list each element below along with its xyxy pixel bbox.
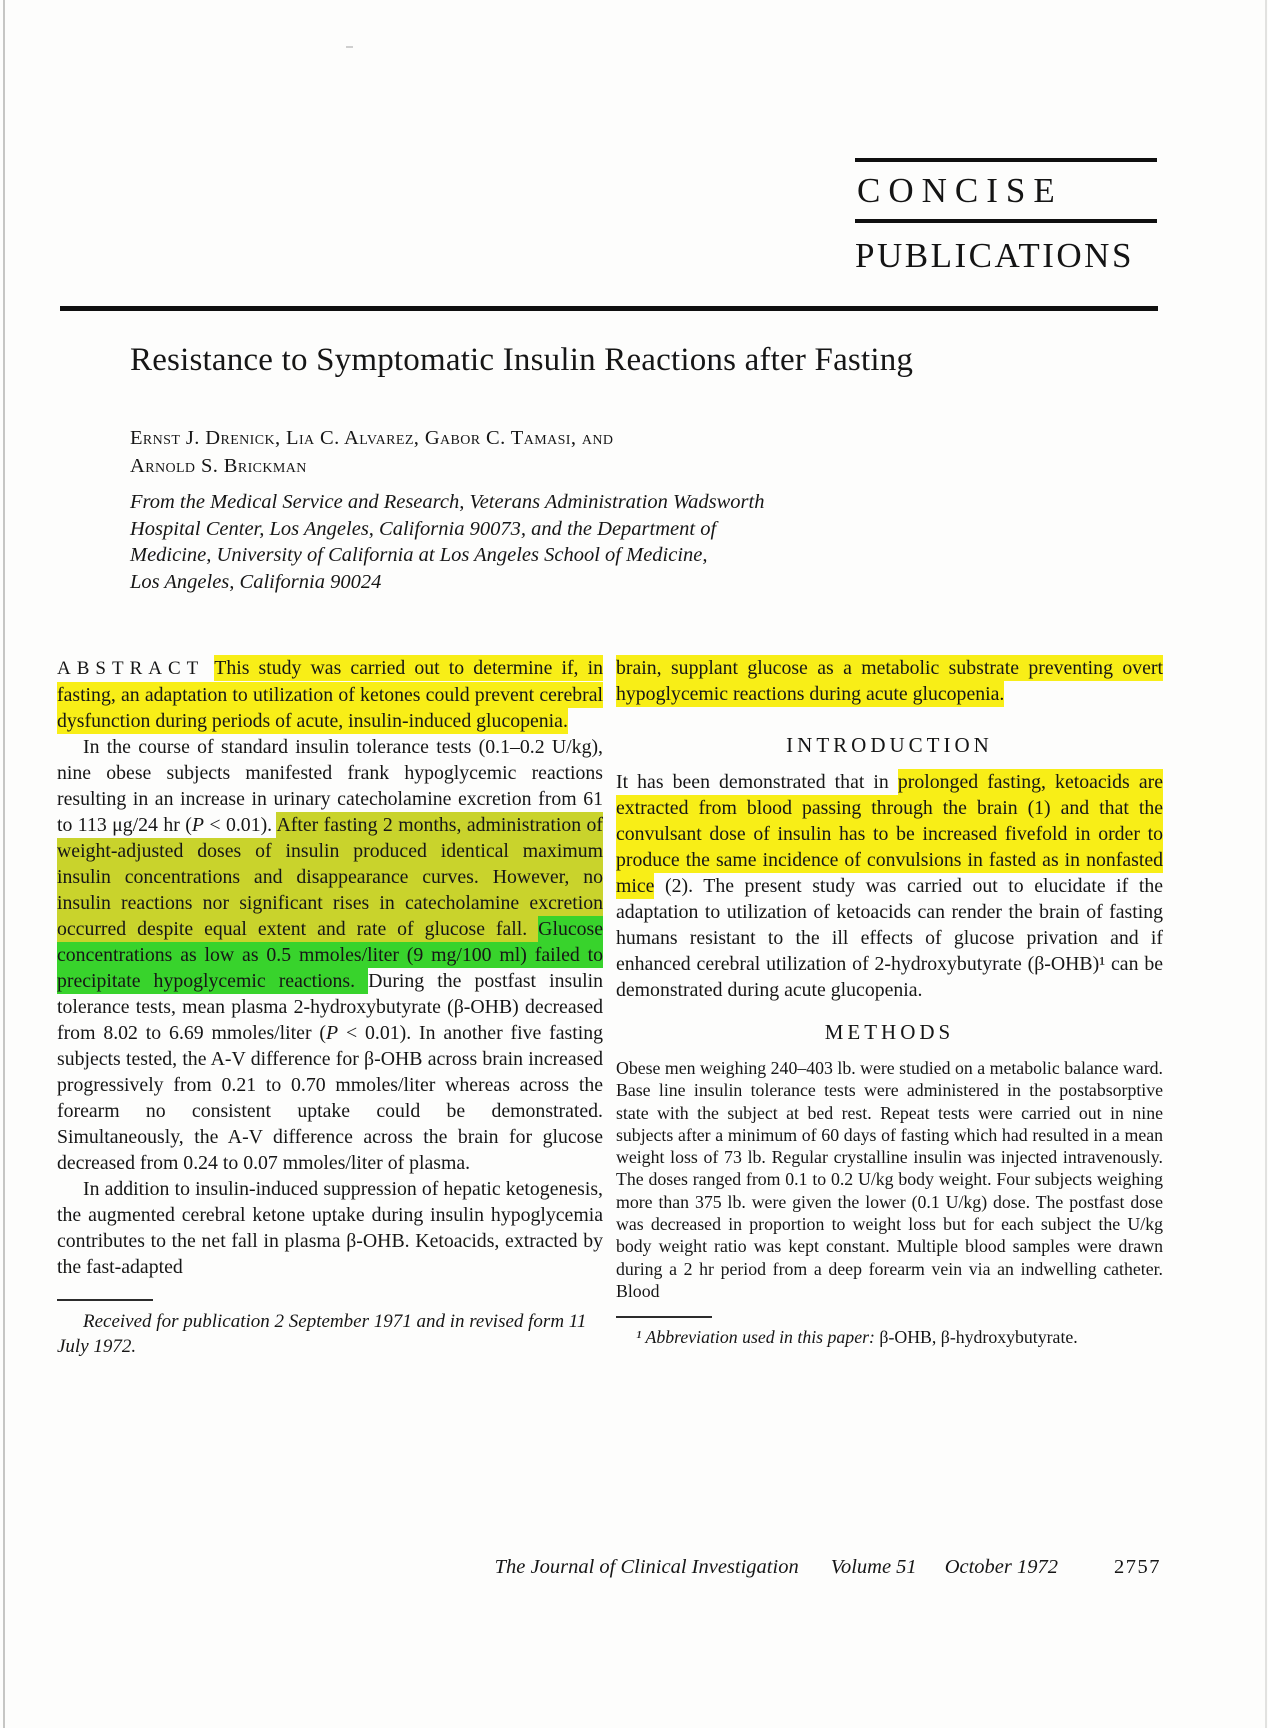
masthead-concise: CONCISE [857, 171, 1063, 210]
text-segment-italic: ¹ Abbreviation used in this paper: [636, 1327, 880, 1348]
abstract-paragraph-1 [57, 655, 603, 734]
text-segment-none: In the course of standard insulin tolerance tests (0.1–0.2 U/kg), nine obese subjects manifested frank hypoglycemic reactions resulting in an increase in urinary catecholamine excretion from 61 to 113 μg/24 hr ( [57, 736, 603, 836]
body-columns [57, 655, 1163, 1359]
text-segment-italic: P [326, 1022, 339, 1044]
affiliation-line: Medicine, University of California at Los Angeles School of Medicine, [130, 544, 708, 566]
affiliation-block [130, 489, 764, 595]
affiliation-line: Hospital Center, Los Angeles, California 90073, and the Department of [130, 517, 717, 540]
right-footnote-rule [616, 1316, 712, 1318]
affiliation-line: Los Angeles, California 90024 [130, 570, 382, 593]
masthead-publications: PUBLICATIONS [855, 236, 1134, 275]
authors-line-2: Arnold S. Brickman [130, 455, 307, 477]
affiliation-line: From the Medical Service and Research, Veterans Administration Wadsworth [130, 491, 765, 513]
footer-journal-name: The Journal of Clinical Investigation [494, 1556, 799, 1578]
page-footer [57, 1556, 1161, 1579]
abstract-continuation [616, 655, 1163, 707]
introduction-heading: INTRODUCTION [786, 733, 993, 757]
page-scan-right-edge [1265, 0, 1267, 1728]
masthead [855, 158, 1157, 276]
abstract-paragraph-2 [57, 734, 603, 1176]
text-segment-none: β-OHB, β-hydroxybutyrate. [879, 1327, 1078, 1348]
scan-artifact [346, 46, 353, 48]
text-segment-none: (2). The present study was carried out to elucidate if the adaptation to utilization of ketoacids can render the brain of fasting humans resistant to the ill effects of glucose privation and if enhanced cerebral utilization of 2-hydroxybutyrate (β-OHB)¹ can be demonstrated during acute glucopenia. [616, 875, 1163, 1001]
received-footnote: Received for publication 2 September 1971 and in revised form 11 July 1972. [57, 1311, 587, 1357]
header-rule [60, 306, 1158, 311]
text-segment-none: < 0.01). In another five fasting subjects tested, the A-V difference for β-OHB across brain increased progressively from 0.21 to 0.70 mmoles/liter whereas across the forearm no consistent uptake could be demonstrated. Simultaneously, the A-V difference across the brain for glucose decreased from 0.24 to 0.07 mmoles/liter of plasma. [57, 1022, 603, 1174]
left-column [57, 655, 603, 1359]
page-number: 2757 [1114, 1556, 1161, 1578]
text-segment-italic: P [191, 814, 204, 836]
footer-date: October 1972 [944, 1556, 1058, 1578]
abstract-paragraph-3 [57, 1176, 603, 1280]
page-scan-left-edge [3, 0, 5, 1728]
article-title: Resistance to Symptomatic Insulin Reactions after Fasting [130, 342, 914, 378]
authors-line-1: Ernst J. Drenick, Lia C. Alvarez, Gabor C. Tamasi, and [130, 427, 614, 449]
methods-heading: METHODS [824, 1020, 955, 1044]
left-footnote-rule [57, 1299, 153, 1301]
text-segment-olive: After fasting 2 months, administration of weight-adjusted doses of insulin produced identical maximum insulin concentrations and disappearance curves. However, no insulin reactions nor significant rises in catecholamine excretion occurred despite equal extent and rate of glucose fall. [57, 814, 604, 940]
text-segment-none: During the postfast insulin tolerance tests, mean plasma 2-hydroxybutyrate (β-OHB) decreased from 8.02 to 6.69 mmoles/liter ( [57, 970, 603, 1044]
text-segment-yellow: brain, supplant glucose as a metabolic substrate preventing overt hypoglycemic reactions during acute glucopenia. [616, 657, 1163, 705]
abstract-label: ABSTRACT [57, 658, 205, 679]
text-segment-none: < 0.01). [203, 814, 277, 836]
text-segment-none: In addition to insulin-induced suppression of hepatic ketogenesis, the augmented cerebral ketone uptake during insulin hypoglycemia contributes to the net fall in plasma β-OHB. Ketoacids, extracted by the fast-adapted [57, 1178, 603, 1278]
text-segment-green: Glucose concentrations as low as 0.5 mmoles/liter (9 mg/100 ml) failed to precipitate hypoglycemic reactions. [57, 918, 603, 992]
right-column [616, 655, 1163, 1359]
authors-block [130, 424, 613, 480]
footer-volume: Volume 51 [830, 1556, 917, 1578]
text-segment-none: It has been demonstrated that in [616, 771, 898, 793]
text-segment-yellow: This study was carried out to determine if, in fasting, an adaptation to utilization of ketones could prevent cerebral dysfunction during periods of acute, insulin-induced glucopenia. [57, 657, 603, 732]
methods-paragraph: Obese men weighing 240–403 lb. were studied on a metabolic balance ward. Base line insulin tolerance tests were administered in the postabsorptive state with the subject at bed rest. Repeat tests were carried out in nine subjects after a minimum of 60 days of fasting which had resulted in a mean weight loss of 73 lb. Regular crystalline insulin was injected intravenously. The doses ranged from 0.1 to 0.2 U/kg body weight. Four subjects weighing more than 375 lb. were given the lower (0.1 U/kg) dose. The postfast dose was decreased in proportion to weight loss but for each subject the U/kg body weight ratio was kept constant. Multiple blood samples were drawn during a 2 hr period from a deep forearm vein via an indwelling catheter. Blood [616, 1058, 1163, 1301]
introduction-paragraph [616, 769, 1163, 1003]
text-segment-yellow: prolonged fasting, ketoacids are extracted from blood passing through the brain (1) and that the convulsant dose of insulin has to be increased fivefold in order to produce the same incidence of convulsions in fasted as in nonfasted mice [616, 771, 1163, 897]
abbreviation-footnote [616, 1326, 1163, 1348]
